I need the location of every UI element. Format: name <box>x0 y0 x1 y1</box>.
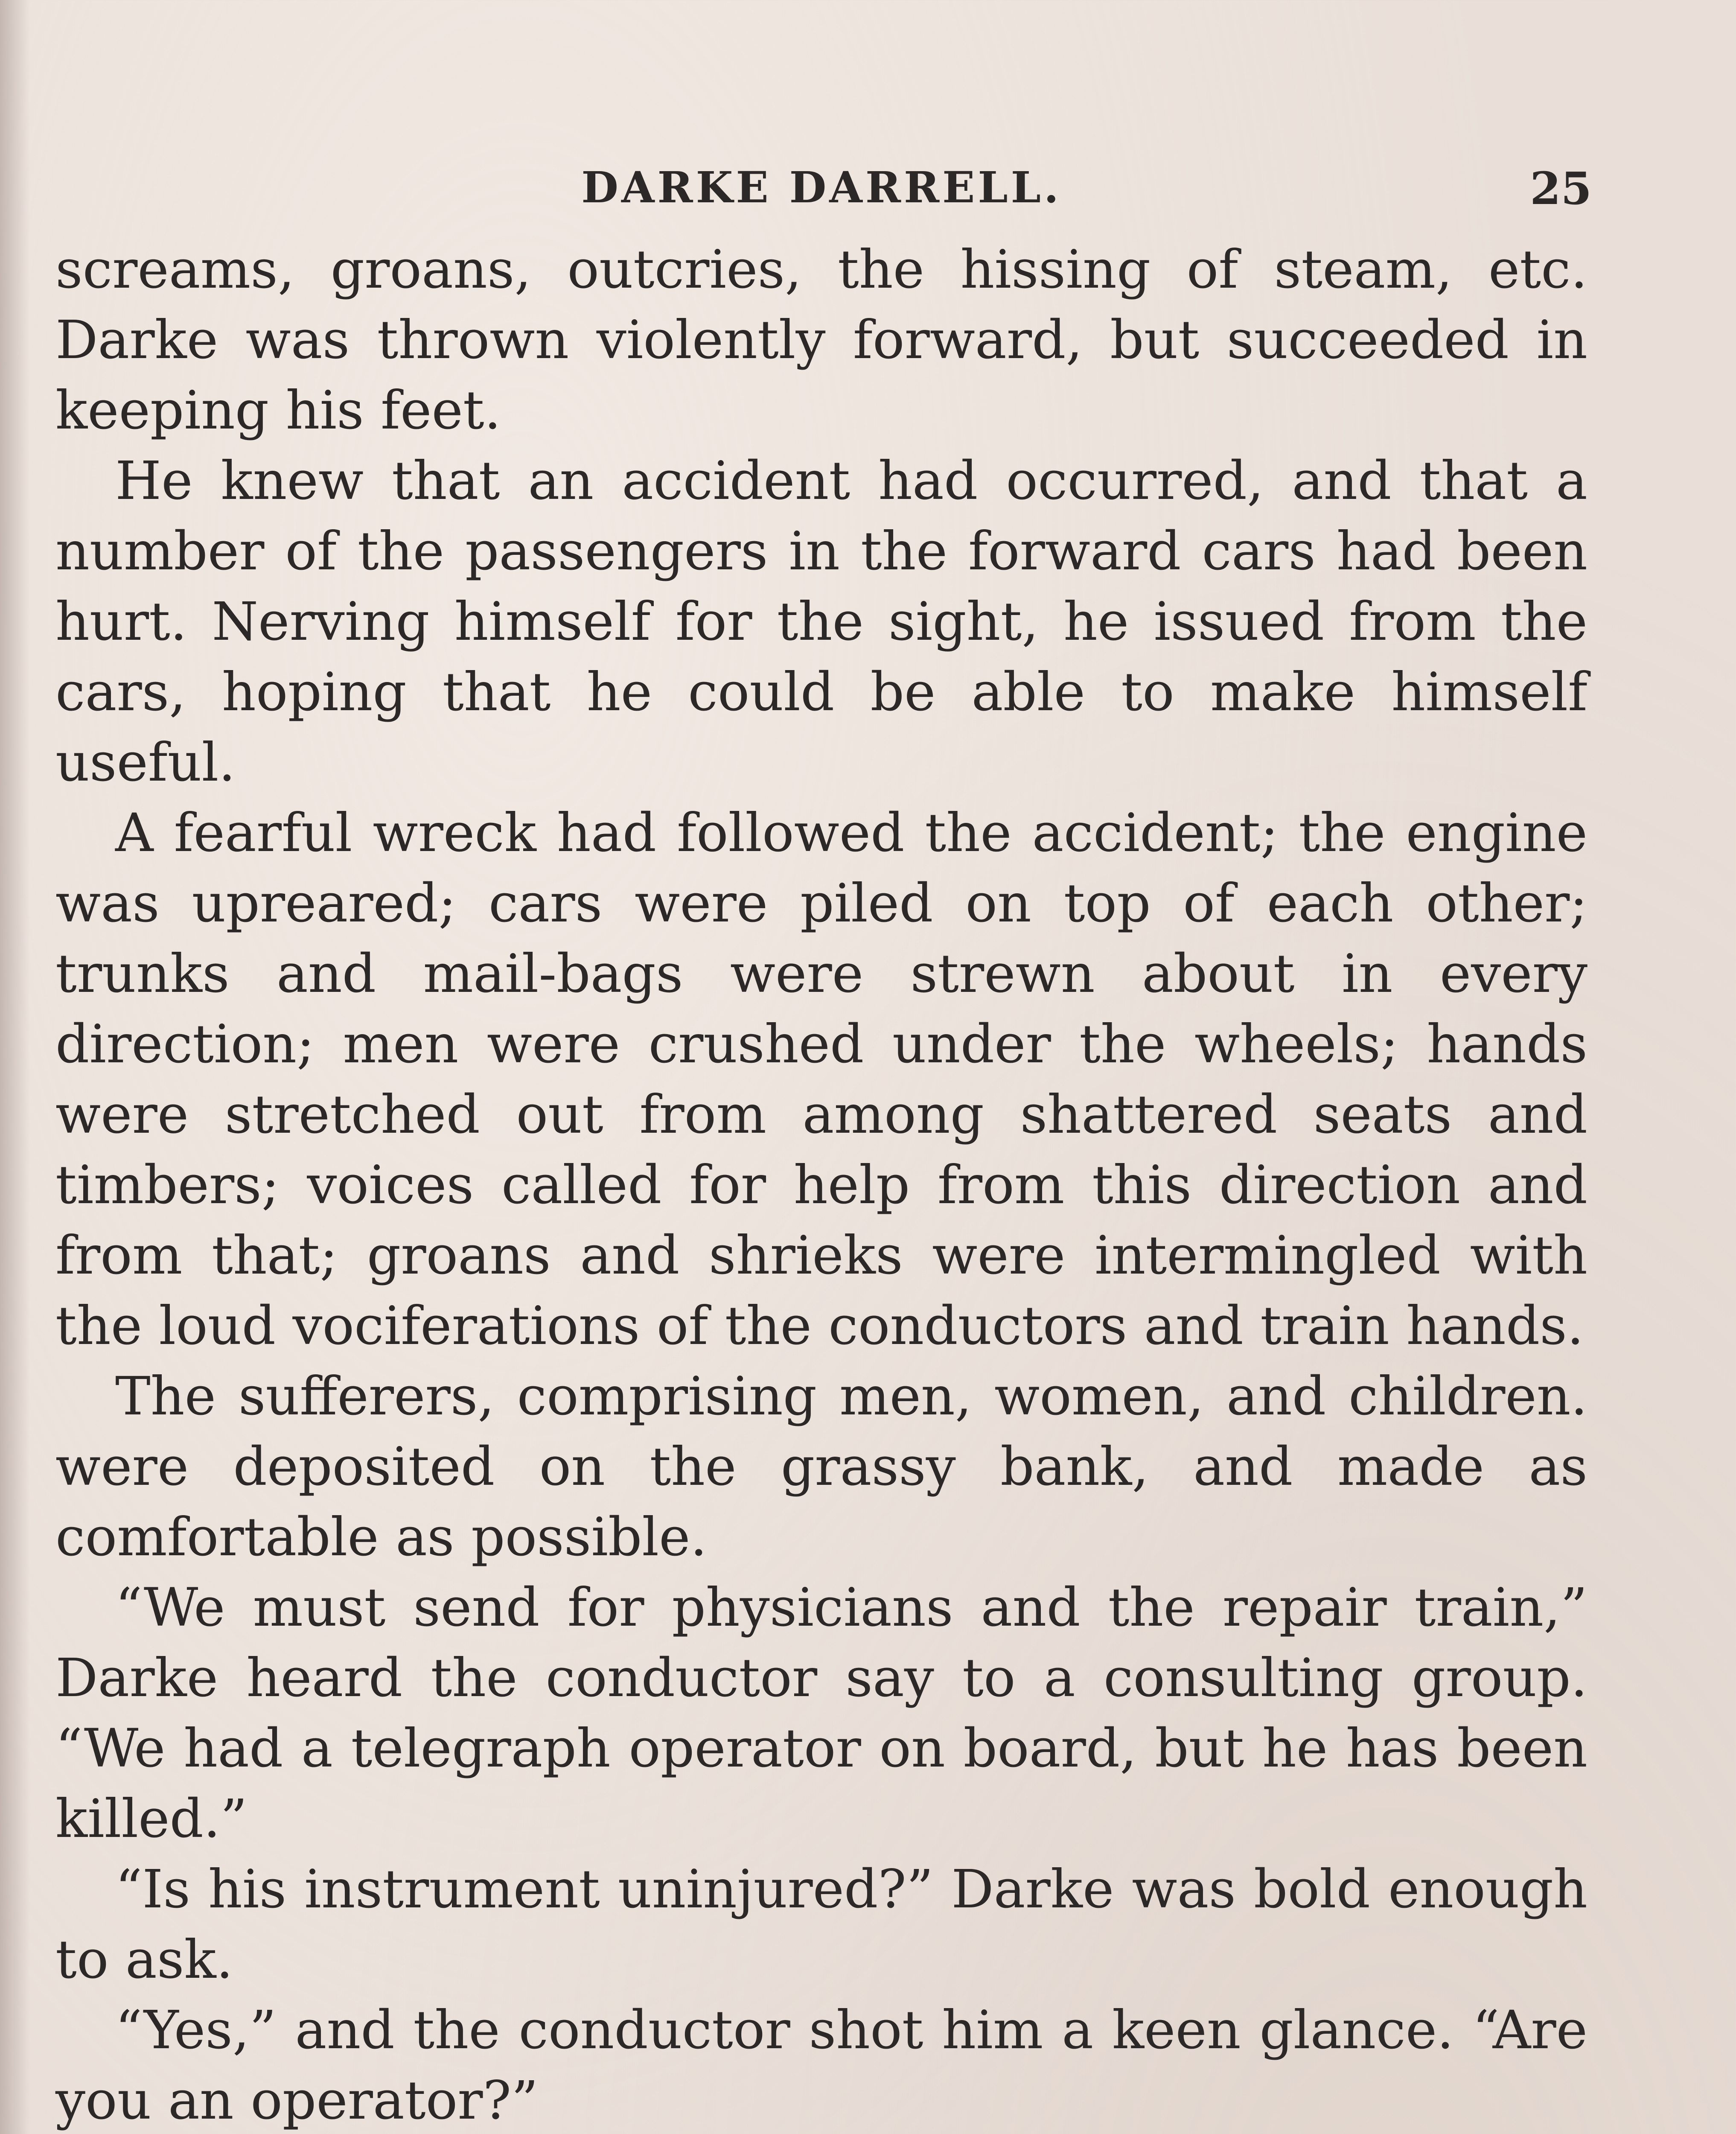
paragraph: A fearful wreck had followed the accident; the engine was upreared; cars were piled on top of each other; trunks and mail-bags were strewn about in every direction; men were crushed under the wheels; hands were stretched out from among shattered seats and timbers; voices called for help from this direction and from that; groans and shrieks were intermingled with the loud vociferations of the conductors and train hands. <box>55 802 1587 1357</box>
paragraph: He knew that an accident had occurred, and that a number of the passengers in the forward cars had been hurt. Nerving himself for the sight, he issued from the cars, hoping that he could be able to make himself useful. <box>55 450 1587 793</box>
paragraph: “We must send for physicians and the repair train,” Darke heard the conductor say to a consulting group. “We had a telegraph operator on board, but he has been killed.” <box>55 1577 1587 1850</box>
page-number: 25 <box>1530 162 1592 215</box>
page-gutter-shadow <box>0 0 30 2134</box>
paragraph: “Is his instrument uninjured?” Darke was bold enough to ask. <box>55 1859 1587 1991</box>
paragraph: “Yes,” and the conductor shot him a keen glance. “Are you an operator?” <box>55 2000 1587 2131</box>
running-title: DARKE DARRELL. <box>581 162 1062 213</box>
running-header <box>55 154 1592 218</box>
paragraph-continued: screams, groans, outcries, the hissing of steam, etc. Darke was thrown violently forward, but succeeded in keeping his feet. <box>55 239 1587 441</box>
body-text <box>55 235 1587 2134</box>
book-page <box>55 154 1592 2134</box>
paragraph: The sufferers, comprising men, women, and children. were deposited on the grassy bank, and made as comfortable as possible. <box>55 1366 1587 1568</box>
